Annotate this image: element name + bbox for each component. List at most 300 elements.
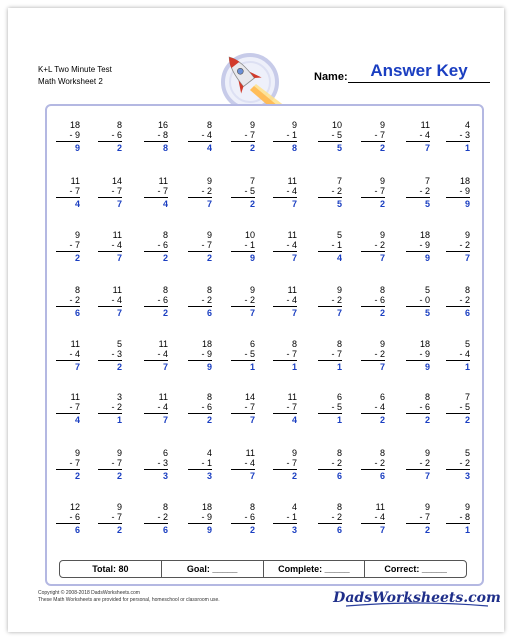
subtrahend: - 2 <box>318 512 342 524</box>
problem-5-8 <box>361 339 385 372</box>
worksheet-header <box>38 64 112 88</box>
minuend: 14 <box>244 392 255 402</box>
subtrahend: - 7 <box>318 349 342 361</box>
subtrahend: - 2 <box>318 295 342 307</box>
answer: 2 <box>379 199 385 209</box>
problem-8-2 <box>98 502 122 535</box>
minuend: 8 <box>379 448 385 458</box>
minuend: 4 <box>464 120 470 130</box>
minuend: 11 <box>158 392 168 402</box>
subtrahend: - 6 <box>56 512 80 524</box>
minuend: 16 <box>157 120 168 130</box>
problem-3-1 <box>56 230 80 263</box>
subtrahend: - 7 <box>98 186 122 198</box>
subtrahend: - 2 <box>144 512 168 524</box>
minuend: 8 <box>249 502 255 512</box>
problem-2-10 <box>446 176 470 209</box>
problem-8-3 <box>144 502 168 535</box>
subtrahend: - 2 <box>231 295 255 307</box>
minuend: 9 <box>116 502 122 512</box>
minuend: 7 <box>336 176 342 186</box>
answer: 9 <box>74 143 80 153</box>
problem-3-9 <box>406 230 430 263</box>
minuend: 8 <box>206 392 212 402</box>
answer: 6 <box>74 308 80 318</box>
subtrahend: - 5 <box>231 186 255 198</box>
usage-line: These Math Worksheets are provided for personal, homeschool or classroom use. <box>38 597 220 603</box>
answer: 9 <box>206 525 212 535</box>
minuend: 18 <box>201 502 212 512</box>
subtrahend: - 4 <box>144 349 168 361</box>
answer: 7 <box>291 308 297 318</box>
minuend: 4 <box>206 448 212 458</box>
problem-4-8 <box>361 285 385 318</box>
problem-2-4 <box>188 176 212 209</box>
subtrahend: - 2 <box>406 458 430 470</box>
problem-7-2 <box>98 448 122 481</box>
subtrahend: - 9 <box>188 349 212 361</box>
minuend: 11 <box>287 230 297 240</box>
problem-1-2 <box>98 120 122 153</box>
problem-2-9 <box>406 176 430 209</box>
answer: 2 <box>249 525 255 535</box>
answer-key-title: Answer Key <box>370 61 468 80</box>
subtrahend: - 7 <box>144 186 168 198</box>
minuend: 8 <box>162 230 168 240</box>
subtrahend: - 2 <box>406 186 430 198</box>
answer: 1 <box>116 415 122 425</box>
problem-2-7 <box>318 176 342 209</box>
subtrahend: - 5 <box>318 130 342 142</box>
answer: 6 <box>336 471 342 481</box>
problem-3-10 <box>446 230 470 263</box>
answer: 5 <box>424 199 430 209</box>
subtrahend: - 2 <box>98 402 122 414</box>
minuend: 9 <box>206 230 212 240</box>
minuend: 11 <box>287 285 297 295</box>
minuend: 8 <box>206 285 212 295</box>
answer: 4 <box>162 199 168 209</box>
minuend: 8 <box>162 502 168 512</box>
answer: 7 <box>162 415 168 425</box>
answer: 2 <box>162 253 168 263</box>
problem-1-10 <box>446 120 470 153</box>
minuend: 9 <box>336 285 342 295</box>
answer: 5 <box>336 199 342 209</box>
minuend: 11 <box>112 285 122 295</box>
problem-4-3 <box>144 285 168 318</box>
subtrahend: - 7 <box>361 186 385 198</box>
answer: 7 <box>291 253 297 263</box>
answer: 2 <box>424 525 430 535</box>
problem-1-4 <box>188 120 212 153</box>
minuend: 11 <box>158 176 168 186</box>
problem-2-6 <box>273 176 297 209</box>
minuend: 5 <box>336 230 342 240</box>
answer: 4 <box>336 253 342 263</box>
name-line <box>348 82 490 83</box>
answer: 3 <box>291 525 297 535</box>
minuend: 6 <box>162 448 168 458</box>
minuend: 8 <box>206 120 212 130</box>
subtrahend: - 3 <box>98 349 122 361</box>
subtrahend: - 7 <box>56 402 80 414</box>
subtrahend: - 4 <box>188 130 212 142</box>
worksheet-title: Math Worksheet 2 <box>38 77 103 86</box>
minuend: 18 <box>419 230 430 240</box>
problem-4-9 <box>406 285 430 318</box>
problem-6-2 <box>98 392 122 425</box>
answer: 8 <box>291 143 297 153</box>
problem-8-9 <box>406 502 430 535</box>
minuend: 8 <box>336 502 342 512</box>
subtrahend: - 2 <box>318 186 342 198</box>
answer: 4 <box>74 199 80 209</box>
answer: 7 <box>249 471 255 481</box>
minuend: 9 <box>116 448 122 458</box>
subtrahend: - 4 <box>273 186 297 198</box>
subtrahend: - 7 <box>273 402 297 414</box>
minuend: 8 <box>336 339 342 349</box>
subtrahend: - 2 <box>361 458 385 470</box>
answer: 7 <box>424 471 430 481</box>
subtrahend: - 9 <box>188 512 212 524</box>
problem-7-3 <box>144 448 168 481</box>
minuend: 6 <box>336 392 342 402</box>
problem-1-1 <box>56 120 80 153</box>
answer: 7 <box>206 199 212 209</box>
dadsworksheets-logo <box>333 586 501 610</box>
problem-5-1 <box>56 339 80 372</box>
minuend: 9 <box>464 230 470 240</box>
problem-7-6 <box>273 448 297 481</box>
problem-8-4 <box>188 502 212 535</box>
problem-5-7 <box>318 339 342 372</box>
answer: 9 <box>206 362 212 372</box>
problem-8-10 <box>446 502 470 535</box>
minuend: 11 <box>245 448 255 458</box>
subtrahend: - 6 <box>98 130 122 142</box>
answer: 3 <box>162 471 168 481</box>
answer: 2 <box>74 471 80 481</box>
answer: 2 <box>379 308 385 318</box>
subtrahend: - 4 <box>273 240 297 252</box>
answer: 9 <box>424 253 430 263</box>
problem-3-8 <box>361 230 385 263</box>
problem-1-9 <box>406 120 430 153</box>
problem-6-5 <box>231 392 255 425</box>
minuend: 5 <box>424 285 430 295</box>
subtrahend: - 5 <box>231 349 255 361</box>
test-title: K+L Two Minute Test <box>38 65 112 74</box>
problem-7-8 <box>361 448 385 481</box>
answer: 2 <box>464 415 470 425</box>
problem-8-1 <box>56 502 80 535</box>
minuend: 10 <box>244 230 255 240</box>
problem-6-10 <box>446 392 470 425</box>
subtrahend: - 4 <box>98 295 122 307</box>
minuend: 9 <box>379 339 385 349</box>
answer: 1 <box>249 362 255 372</box>
problem-5-4 <box>188 339 212 372</box>
minuend: 11 <box>287 392 297 402</box>
answer: 1 <box>464 362 470 372</box>
problem-1-5 <box>231 120 255 153</box>
problem-4-1 <box>56 285 80 318</box>
subtrahend: - 4 <box>406 130 430 142</box>
subtrahend: - 6 <box>361 295 385 307</box>
answer: 2 <box>162 308 168 318</box>
subtrahend: - 7 <box>56 186 80 198</box>
answer: 7 <box>379 362 385 372</box>
minuend: 5 <box>464 339 470 349</box>
problem-3-7 <box>318 230 342 263</box>
subtrahend: - 8 <box>144 130 168 142</box>
worksheet-page <box>8 8 504 632</box>
answer: 6 <box>162 525 168 535</box>
subtrahend: - 1 <box>273 512 297 524</box>
subtrahend: - 6 <box>231 512 255 524</box>
answer: 1 <box>291 362 297 372</box>
subtrahend: - 4 <box>98 240 122 252</box>
answer: 6 <box>379 471 385 481</box>
problem-6-8 <box>361 392 385 425</box>
minuend: 8 <box>424 392 430 402</box>
subtrahend: - 9 <box>56 130 80 142</box>
goal-label: Goal: _____ <box>161 561 263 577</box>
subtrahend: - 7 <box>231 402 255 414</box>
answer: 1 <box>336 415 342 425</box>
minuend: 9 <box>424 448 430 458</box>
subtrahend: - 7 <box>98 458 122 470</box>
minuend: 9 <box>291 448 297 458</box>
problem-4-10 <box>446 285 470 318</box>
minuend: 11 <box>70 339 80 349</box>
subtrahend: - 6 <box>406 402 430 414</box>
answer: 7 <box>379 525 385 535</box>
problem-5-6 <box>273 339 297 372</box>
subtrahend: - 2 <box>361 240 385 252</box>
problem-7-10 <box>446 448 470 481</box>
problem-7-7 <box>318 448 342 481</box>
problem-6-3 <box>144 392 168 425</box>
subtrahend: - 0 <box>406 295 430 307</box>
minuend: 8 <box>162 285 168 295</box>
subtrahend: - 2 <box>361 349 385 361</box>
copyright-notice <box>38 590 220 604</box>
problem-3-6 <box>273 230 297 263</box>
subtrahend: - 7 <box>188 240 212 252</box>
logo-text: DadsWorksheets.com <box>333 590 501 606</box>
minuend: 9 <box>424 502 430 512</box>
problem-8-6 <box>273 502 297 535</box>
answer: 7 <box>116 253 122 263</box>
subtrahend: - 1 <box>188 458 212 470</box>
minuend: 5 <box>464 448 470 458</box>
problem-5-3 <box>144 339 168 372</box>
problem-2-3 <box>144 176 168 209</box>
answer: 7 <box>424 143 430 153</box>
problem-1-7 <box>318 120 342 153</box>
problem-2-2 <box>98 176 122 209</box>
answer: 8 <box>162 143 168 153</box>
subtrahend: - 2 <box>446 240 470 252</box>
answer: 2 <box>74 253 80 263</box>
answer: 7 <box>249 415 255 425</box>
subtrahend: - 4 <box>273 295 297 307</box>
problem-8-7 <box>318 502 342 535</box>
answer: 9 <box>464 199 470 209</box>
minuend: 9 <box>464 502 470 512</box>
answer: 2 <box>206 415 212 425</box>
subtrahend: - 7 <box>56 458 80 470</box>
correct-label: Correct: _____ <box>364 561 466 577</box>
minuend: 12 <box>69 502 80 512</box>
answer: 5 <box>336 143 342 153</box>
subtrahend: - 2 <box>446 458 470 470</box>
problem-4-7 <box>318 285 342 318</box>
subtrahend: - 4 <box>231 458 255 470</box>
problem-3-2 <box>98 230 122 263</box>
problem-4-4 <box>188 285 212 318</box>
problem-7-5 <box>231 448 255 481</box>
subtrahend: - 4 <box>361 402 385 414</box>
minuend: 11 <box>70 176 80 186</box>
problem-2-8 <box>361 176 385 209</box>
answer: 5 <box>424 308 430 318</box>
minuend: 8 <box>74 285 80 295</box>
subtrahend: - 7 <box>273 458 297 470</box>
subtrahend: - 2 <box>56 295 80 307</box>
answer: 2 <box>116 362 122 372</box>
subtrahend: - 4 <box>56 349 80 361</box>
subtrahend: - 9 <box>406 240 430 252</box>
minuend: 8 <box>379 285 385 295</box>
minuend: 7 <box>464 392 470 402</box>
answer: 6 <box>336 525 342 535</box>
minuend: 9 <box>249 120 255 130</box>
answer: 1 <box>464 143 470 153</box>
subtrahend: - 5 <box>446 402 470 414</box>
subtrahend: - 1 <box>318 240 342 252</box>
minuend: 5 <box>116 339 122 349</box>
answer: 2 <box>249 143 255 153</box>
subtrahend: - 6 <box>144 240 168 252</box>
problem-5-2 <box>98 339 122 372</box>
minuend: 18 <box>69 120 80 130</box>
problem-4-5 <box>231 285 255 318</box>
subtrahend: - 2 <box>188 295 212 307</box>
problem-1-6 <box>273 120 297 153</box>
subtrahend: - 7 <box>98 512 122 524</box>
subtrahend: - 2 <box>318 458 342 470</box>
answer: 7 <box>74 362 80 372</box>
answer: 6 <box>464 308 470 318</box>
minuend: 9 <box>379 120 385 130</box>
answer: 7 <box>379 253 385 263</box>
minuend: 11 <box>158 339 168 349</box>
subtrahend: - 1 <box>231 240 255 252</box>
minuend: 11 <box>287 176 297 186</box>
answer: 7 <box>162 362 168 372</box>
subtrahend: - 1 <box>273 130 297 142</box>
minuend: 9 <box>379 176 385 186</box>
problem-6-7 <box>318 392 342 425</box>
answer: 2 <box>379 415 385 425</box>
minuend: 8 <box>464 285 470 295</box>
answer: 7 <box>291 199 297 209</box>
answer: 7 <box>464 253 470 263</box>
answer: 6 <box>206 308 212 318</box>
minuend: 10 <box>331 120 342 130</box>
subtrahend: - 4 <box>446 349 470 361</box>
problem-grid <box>48 120 478 560</box>
minuend: 8 <box>336 448 342 458</box>
answer: 3 <box>206 471 212 481</box>
answer: 1 <box>336 362 342 372</box>
minuend: 9 <box>206 176 212 186</box>
score-bar <box>59 560 467 578</box>
problem-7-9 <box>406 448 430 481</box>
problem-7-4 <box>188 448 212 481</box>
answer: 2 <box>116 143 122 153</box>
minuend: 9 <box>74 230 80 240</box>
total-label: Total: 80 <box>92 564 129 574</box>
subtrahend: - 9 <box>406 349 430 361</box>
minuend: 14 <box>111 176 122 186</box>
copyright-line: Copyright © 2008-2018 DadsWorksheets.com <box>38 590 140 596</box>
answer: 2 <box>379 143 385 153</box>
subtrahend: - 3 <box>446 130 470 142</box>
answer: 7 <box>336 308 342 318</box>
subtrahend: - 8 <box>446 512 470 524</box>
answer: 4 <box>291 415 297 425</box>
subtrahend: - 5 <box>318 402 342 414</box>
subtrahend: - 2 <box>446 295 470 307</box>
answer: 2 <box>116 525 122 535</box>
problem-1-3 <box>144 120 168 153</box>
problem-5-10 <box>446 339 470 372</box>
minuend: 11 <box>112 230 122 240</box>
subtrahend: - 7 <box>231 130 255 142</box>
minuend: 18 <box>201 339 212 349</box>
problem-4-6 <box>273 285 297 318</box>
problem-6-1 <box>56 392 80 425</box>
problem-1-8 <box>361 120 385 153</box>
subtrahend: - 4 <box>361 512 385 524</box>
answer: 9 <box>249 253 255 263</box>
subtrahend: - 2 <box>188 186 212 198</box>
answer: 7 <box>116 308 122 318</box>
subtrahend: - 6 <box>144 295 168 307</box>
minuend: 6 <box>249 339 255 349</box>
answer: 9 <box>424 362 430 372</box>
problem-2-1 <box>56 176 80 209</box>
problem-3-5 <box>231 230 255 263</box>
minuend: 4 <box>291 502 297 512</box>
problem-6-4 <box>188 392 212 425</box>
subtrahend: - 6 <box>188 402 212 414</box>
problem-8-5 <box>231 502 255 535</box>
minuend: 6 <box>379 392 385 402</box>
minuend: 11 <box>70 392 80 402</box>
answer: 4 <box>206 143 212 153</box>
minuend: 8 <box>116 120 122 130</box>
answer: 4 <box>74 415 80 425</box>
minuend: 9 <box>74 448 80 458</box>
minuend: 9 <box>379 230 385 240</box>
answer: 2 <box>291 471 297 481</box>
